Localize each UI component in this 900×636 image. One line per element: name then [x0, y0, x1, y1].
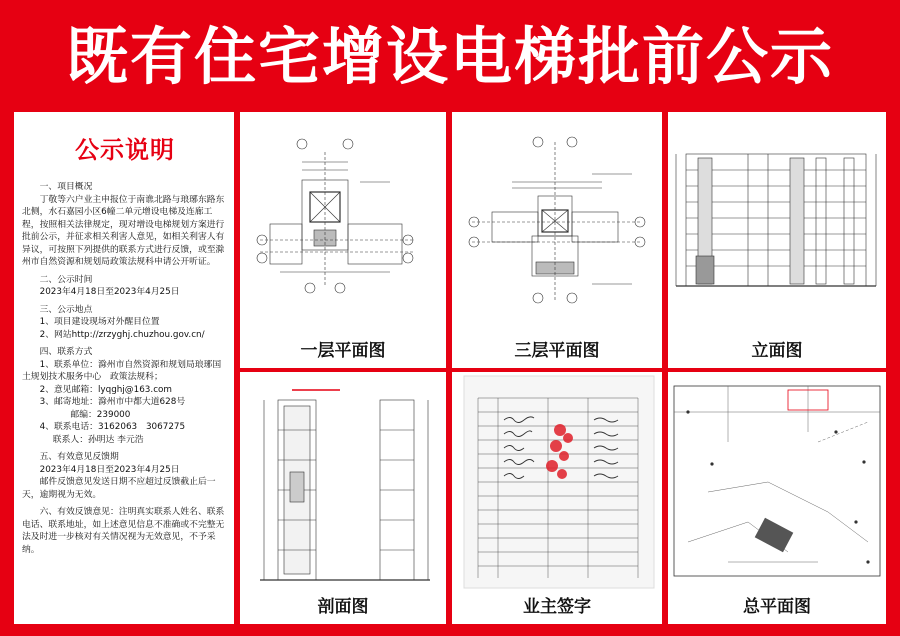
section-title: 二、公示时间: [39, 274, 93, 285]
section-title: 四、联系方式: [39, 347, 93, 357]
list-item: 4、联系电话：3162063 3067275: [39, 422, 186, 432]
section-title: 一、项目概况: [39, 182, 93, 192]
section-body: 丁敬等六户业主申报位于南谯北路与琅琊东路东北侧，水石嘉园小区6幢二单元增设电梯及连廊工程，按照相关法律规定，现对增设电梯规划方案进行批前公示，并征求相关利害人意见，如相关利害人有异议，可按照下列提供的联系方式进行反馈，或至滁州市自然资源和规划局政策法规科申请公开听证。: [22, 194, 225, 267]
list-item: 邮编：239000: [70, 409, 131, 420]
section-drawing: [240, 372, 446, 624]
section-title: 五、有效意见反馈期: [39, 452, 119, 462]
site-plan-drawing: [668, 372, 886, 624]
list-item: 2、意见邮箱：lyqghj@163.com: [39, 384, 172, 395]
site-plan-caption: 总平面图: [743, 597, 811, 617]
third-floor-plan-panel: [452, 112, 662, 368]
third-floor-plan-drawing: [452, 112, 662, 368]
elevation-panel: [668, 112, 886, 368]
list-item: 3、邮寄地址：滁州市中都大道628号: [39, 397, 186, 407]
list-item: 1、联系单位：滁州市自然资源和规划局琅琊国土规划技术服务中心 政策法规科；: [22, 359, 222, 382]
section-body: 六、有效反馈意见：注明真实联系人姓名、联系电话、联系地址，如上述意见信息不准确或不完整无法及时进一步核对有关情况视为无效意见，不予采纳。: [22, 507, 225, 555]
section-caption: 剖面图: [317, 597, 369, 617]
section-body: 2023年4月18日至2023年4月25日: [39, 287, 180, 297]
signature-sheet-photo: [452, 372, 662, 624]
third-floor-plan-caption: 三层平面图: [514, 341, 600, 361]
elevation-caption: 立面图: [751, 341, 803, 361]
first-floor-plan-panel: [240, 112, 446, 368]
notice-heading: 公示说明: [75, 136, 175, 164]
owner-signatures-caption: 业主签字: [523, 597, 591, 617]
list-item: 联系人：孙明达 李元浩: [52, 434, 144, 445]
first-floor-plan-drawing: [240, 112, 446, 368]
owner-signatures-panel: [452, 372, 662, 624]
section-panel: [240, 372, 446, 624]
notice-text: [22, 181, 228, 556]
section-body: 邮件反馈意见发送日期不应超过反馈截止后一天，逾期视为无效。: [22, 477, 216, 500]
notice-panel: [14, 112, 234, 624]
list-item: 2、网站http://zrzyghj.chuzhou.gov.cn/: [39, 329, 205, 340]
section-body: 2023年4月18日至2023年4月25日: [39, 464, 180, 475]
page-title: 既有住宅增设电梯批前公示: [65, 20, 834, 93]
first-floor-plan-caption: 一层平面图: [300, 341, 386, 361]
list-item: 1、项目建设现场对外醒目位置: [39, 317, 160, 327]
elevation-drawing: [668, 112, 886, 368]
section-title: 三、公示地点: [39, 304, 93, 315]
site-plan-panel: [668, 372, 886, 624]
